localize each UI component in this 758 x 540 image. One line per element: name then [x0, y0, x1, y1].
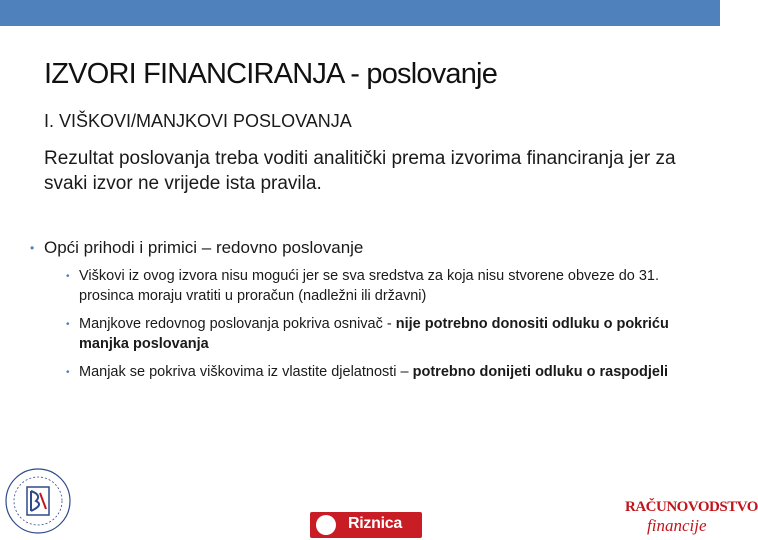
riznica-seal-icon: [316, 515, 336, 535]
sub-bullet-text: Manjak se pokriva viškovima iz vlastite djelatnosti –: [79, 364, 413, 380]
top-accent-bar: [0, 0, 720, 26]
institution-seal-logo: [0, 455, 76, 540]
main-bullet-text: Opći prihodi i primici – redovno poslovanje: [44, 238, 364, 257]
main-bullet: [30, 238, 364, 258]
sub-bullet-text: Viškovi iz ovog izvora nisu mogući jer se sva sredstva za koja nisu stvorene obveze do 31. prosinca moraju vratiti u proračun (nadležni ili državni): [79, 268, 660, 304]
sub-bullet-bold-text: nije potrebno donositi odluku o pokriću manjka poslovanja: [79, 316, 669, 352]
bullet-dot-icon: •: [66, 367, 70, 378]
bullet-dot-icon: •: [66, 271, 70, 282]
sub-bullet-1: [66, 266, 699, 306]
racunovodstvo-logo-line1: RAČUNOVODSTVO: [625, 499, 758, 515]
riznica-logo-label: Riznica: [348, 515, 402, 532]
racunovodstvo-logo: [625, 497, 758, 540]
bullet-dot-icon: •: [30, 241, 35, 255]
sub-bullet-3: [66, 362, 699, 382]
sub-bullet-bold-text: potrebno donijeti odluku o raspodjeli: [412, 364, 668, 380]
racunovodstvo-logo-line2: financije: [647, 516, 707, 535]
intro-text: Rezultat poslovanja treba voditi analitički prema izvorima financiranja jer za svaki izvor ne vrijede ista pravila.: [44, 148, 676, 194]
slide-subtitle: I. VIŠKOVI/MANJKOVI POSLOVANJA: [44, 111, 352, 131]
sub-bullet-2: [66, 314, 699, 354]
sub-bullet-text: Manjkove redovnog poslovanja pokriva osnivač -: [79, 316, 396, 332]
riznica-logo: [310, 512, 422, 538]
bullet-dot-icon: •: [66, 319, 70, 330]
slide-title: IZVORI FINANCIRANJA - poslovanje: [44, 58, 498, 90]
